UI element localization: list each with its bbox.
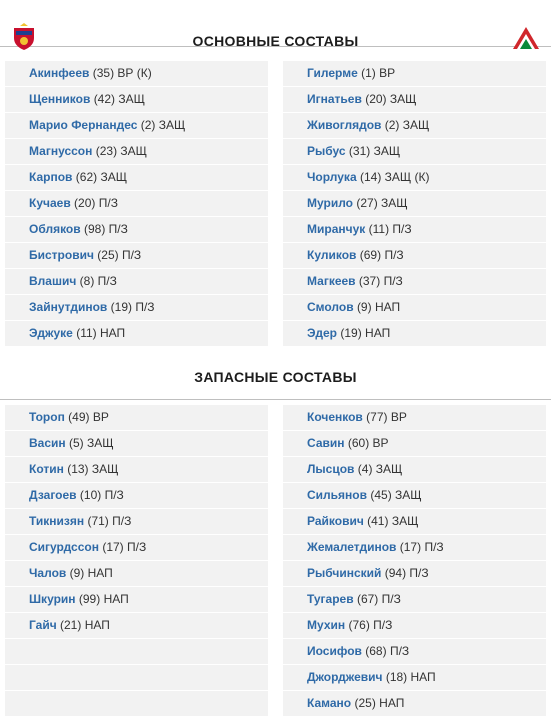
subs-left-list — [5, 405, 268, 717]
player-number: (5) — [68, 436, 84, 450]
player-number: (14) — [359, 170, 382, 184]
player-name[interactable]: Лысцов — [307, 462, 355, 476]
player-position: ЗАЩ — [381, 196, 408, 210]
player-row — [5, 483, 268, 509]
player-number: (25) — [97, 248, 119, 262]
player-name[interactable]: Мухин — [307, 618, 346, 632]
player-row — [5, 457, 268, 483]
player-number: (25) — [354, 696, 376, 710]
player-position: ВР — [379, 66, 396, 80]
player-number: (45) — [370, 488, 392, 502]
player-position: П/З — [97, 274, 117, 288]
player-number: (9) — [69, 566, 85, 580]
player-position: П/З — [424, 540, 444, 554]
player-position: НАП — [365, 326, 391, 340]
player-position: П/З — [104, 488, 124, 502]
player-name[interactable]: Эджуке — [29, 326, 73, 340]
player-number: (11) — [368, 222, 390, 236]
player-row — [5, 431, 268, 457]
player-number: (19) — [340, 326, 362, 340]
player-name[interactable]: Зайнутдинов — [29, 300, 108, 314]
player-position: П/З — [409, 566, 429, 580]
player-row — [283, 139, 546, 165]
player-number: (19) — [110, 300, 132, 314]
player-number: (23) — [95, 144, 118, 158]
player-row — [283, 587, 546, 613]
player-name[interactable]: Шкурин — [29, 592, 76, 606]
player-name[interactable]: Чорлука — [307, 170, 357, 184]
player-position: П/З — [381, 592, 401, 606]
player-position: П/З — [384, 248, 404, 262]
player-row — [5, 405, 268, 431]
player-position: ЗАЩ — [158, 118, 186, 132]
player-name[interactable]: Райкович — [307, 514, 364, 528]
player-number: (60) — [347, 436, 370, 450]
player-number: (68) — [365, 644, 387, 658]
starters-header — [0, 0, 551, 47]
player-name[interactable]: Бистрович — [29, 248, 94, 262]
player-position: НАП — [84, 618, 110, 632]
player-position: П/З — [135, 300, 155, 314]
player-name[interactable]: Жемалетдинов — [307, 540, 397, 554]
player-row — [5, 691, 268, 717]
subs-title: ЗАПАСНЫЕ СОСТАВЫ — [194, 369, 357, 385]
player-number: (98) — [83, 222, 106, 236]
player-row — [5, 561, 268, 587]
player-position: П/З — [373, 618, 393, 632]
player-name[interactable]: Кучаев — [29, 196, 71, 210]
player-number: (10) — [79, 488, 102, 502]
player-number: (99) — [78, 592, 101, 606]
player-row — [5, 113, 268, 139]
player-number: (17) — [399, 540, 422, 554]
player-position: НАП — [87, 566, 113, 580]
player-name[interactable]: Тороп — [29, 410, 65, 424]
player-number: (2) — [384, 118, 400, 132]
player-row — [283, 61, 546, 87]
player-name[interactable]: Щенников — [29, 92, 91, 106]
player-name[interactable]: Дзагоев — [29, 488, 77, 502]
player-position: ЗАЩ (К) — [384, 170, 430, 184]
player-name[interactable]: Живоглядов — [307, 118, 382, 132]
starters-title: ОСНОВНЫЕ СОСТАВЫ — [192, 33, 359, 49]
player-name[interactable]: Акинфеев — [29, 66, 90, 80]
player-position: ВР — [390, 410, 407, 424]
player-number: (77) — [366, 410, 388, 424]
player-number: (20) — [74, 196, 96, 210]
player-row — [283, 665, 546, 691]
player-row — [5, 243, 268, 269]
player-name[interactable]: Иосифов — [307, 644, 362, 658]
player-row — [283, 113, 546, 139]
player-name[interactable]: Рыбчинский — [307, 566, 382, 580]
player-number: (69) — [359, 248, 382, 262]
player-row — [283, 691, 546, 717]
player-position: ВР — [372, 436, 389, 450]
player-name[interactable]: Васин — [29, 436, 66, 450]
player-position: П/З — [383, 274, 403, 288]
player-position: П/З — [108, 222, 128, 236]
lokomotiv-logo-icon — [511, 25, 541, 51]
subs-right-list — [283, 405, 546, 717]
player-row — [5, 269, 268, 295]
player-row — [283, 431, 546, 457]
player-row — [283, 217, 546, 243]
player-position: ЗАЩ — [87, 436, 114, 450]
player-position: П/З — [127, 540, 147, 554]
player-name[interactable]: Сильянов — [307, 488, 367, 502]
player-number: (76) — [348, 618, 370, 632]
player-row — [5, 639, 268, 665]
player-name[interactable]: Мурило — [307, 196, 354, 210]
player-number: (27) — [356, 196, 378, 210]
player-name[interactable]: Гайч — [29, 618, 57, 632]
player-number: (71) — [87, 514, 109, 528]
player-number: (62) — [75, 170, 98, 184]
player-name[interactable]: Сигурдссон — [29, 540, 99, 554]
player-row — [5, 61, 268, 87]
player-name[interactable]: Рыбус — [307, 144, 346, 158]
player-position: НАП — [374, 300, 401, 314]
player-position: НАП — [379, 696, 405, 710]
player-row — [283, 321, 546, 347]
player-name[interactable]: Коченков — [307, 410, 363, 424]
player-row — [283, 243, 546, 269]
player-row — [5, 535, 268, 561]
player-row — [5, 191, 268, 217]
player-number: (31) — [348, 144, 371, 158]
player-name[interactable]: Влашич — [29, 274, 77, 288]
player-name[interactable]: Магнуссон — [29, 144, 93, 158]
player-name[interactable]: Куликов — [307, 248, 357, 262]
player-position: ЗАЩ — [91, 462, 119, 476]
player-name[interactable]: Чалов — [29, 566, 67, 580]
player-row — [5, 217, 268, 243]
player-number: (17) — [102, 540, 124, 554]
player-name[interactable]: Котин — [29, 462, 64, 476]
player-position: НАП — [410, 670, 436, 684]
player-row — [283, 613, 546, 639]
player-position: П/З — [121, 248, 142, 262]
player-position: ВР — [92, 410, 109, 424]
player-row — [5, 87, 268, 113]
player-row — [283, 191, 546, 217]
player-row — [283, 87, 546, 113]
player-number: (18) — [385, 670, 408, 684]
player-name[interactable]: Гилерме — [307, 66, 358, 80]
starters-left-list — [5, 61, 268, 347]
player-number: (4) — [357, 462, 373, 476]
player-row — [5, 587, 268, 613]
player-position: ЗАЩ — [120, 144, 147, 158]
player-number: (2) — [140, 118, 156, 132]
player-number: (37) — [358, 274, 381, 288]
player-row — [5, 295, 268, 321]
player-name[interactable]: Савин — [307, 436, 345, 450]
player-number: (41) — [367, 514, 389, 528]
player-number: (21) — [60, 618, 82, 632]
player-position: ЗАЩ — [391, 514, 419, 528]
player-name[interactable]: Игнатьев — [307, 92, 362, 106]
player-position: ВР (К) — [117, 66, 152, 80]
player-name[interactable]: Эдер — [307, 326, 337, 340]
player-row — [283, 295, 546, 321]
player-position: ЗАЩ — [395, 488, 422, 502]
player-position: П/З — [98, 196, 118, 210]
starters-lists — [0, 61, 551, 347]
player-number: (13) — [67, 462, 89, 476]
player-name[interactable]: Миранчук — [307, 222, 366, 236]
player-row — [283, 457, 546, 483]
player-name[interactable]: Смолов — [307, 300, 354, 314]
player-position: ЗАЩ — [389, 92, 417, 106]
player-row — [5, 613, 268, 639]
player-row — [283, 561, 546, 587]
player-row — [283, 535, 546, 561]
player-position: НАП — [103, 592, 129, 606]
player-position: ЗАЩ — [373, 144, 401, 158]
starters-right-list — [283, 61, 546, 347]
player-number: (42) — [93, 92, 116, 106]
player-number: (11) — [76, 326, 97, 340]
player-number: (8) — [79, 274, 95, 288]
player-row — [5, 665, 268, 691]
player-position: П/З — [389, 644, 410, 658]
player-position: П/З — [392, 222, 412, 236]
player-row — [283, 405, 546, 431]
player-name[interactable]: Тикнизян — [29, 514, 85, 528]
player-name[interactable]: Джорджевич — [307, 670, 383, 684]
player-row — [283, 483, 546, 509]
player-row — [5, 139, 268, 165]
player-position: ЗАЩ — [118, 92, 145, 106]
player-name[interactable]: Обляков — [29, 222, 81, 236]
player-position: ЗАЩ — [100, 170, 127, 184]
player-number: (94) — [384, 566, 407, 580]
player-row — [5, 321, 268, 347]
subs-lists — [0, 405, 551, 717]
player-name[interactable]: Карпов — [29, 170, 73, 184]
player-position: ЗАЩ — [375, 462, 403, 476]
player-name[interactable]: Магкеев — [307, 274, 356, 288]
player-position: П/З — [112, 514, 132, 528]
player-position: ЗАЩ — [402, 118, 430, 132]
player-number: (9) — [356, 300, 372, 314]
player-number: (20) — [365, 92, 387, 106]
subs-header — [0, 361, 551, 400]
player-row — [283, 165, 546, 191]
player-number: (67) — [356, 592, 379, 606]
player-number: (1) — [361, 66, 376, 80]
player-row — [283, 269, 546, 295]
player-row — [5, 165, 268, 191]
player-row — [283, 509, 546, 535]
player-position: НАП — [100, 326, 126, 340]
player-name[interactable]: Марио Фернандес — [29, 118, 138, 132]
player-row — [5, 509, 268, 535]
player-number: (49) — [68, 410, 90, 424]
player-name[interactable]: Камано — [307, 696, 352, 710]
player-number: (35) — [92, 66, 115, 80]
player-name[interactable]: Тугарев — [307, 592, 354, 606]
player-row — [283, 639, 546, 665]
